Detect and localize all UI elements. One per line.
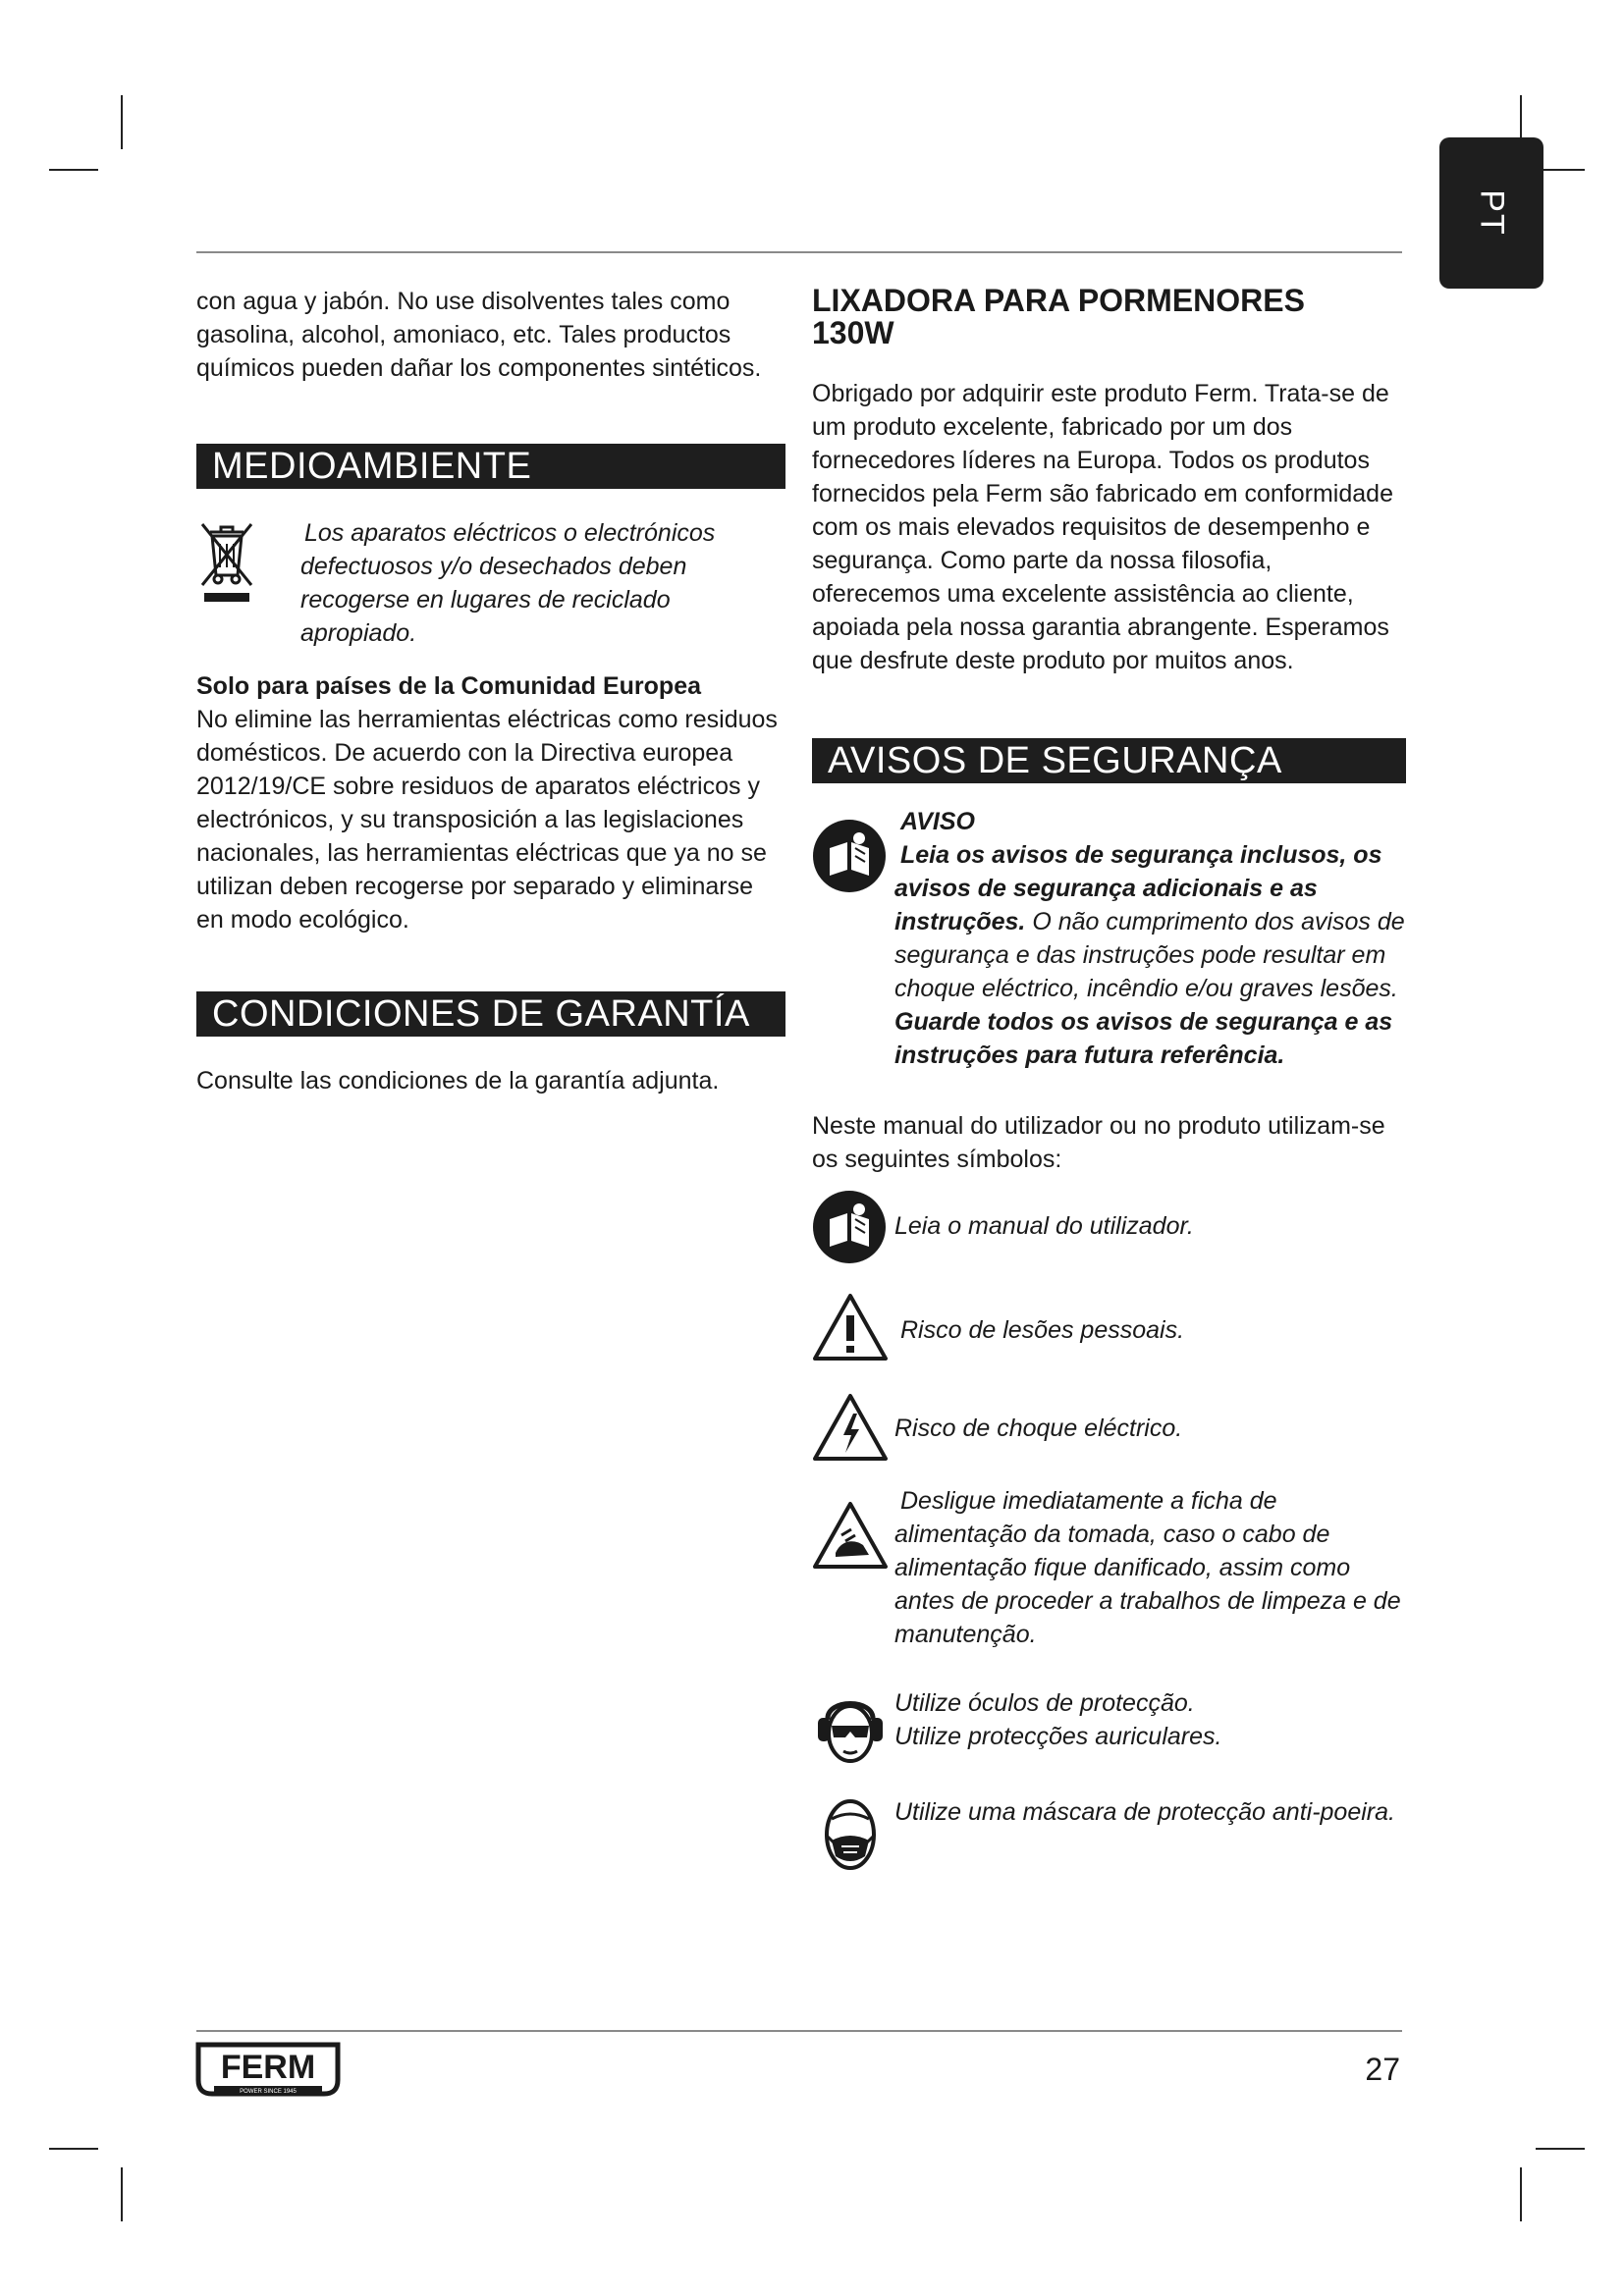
environment-heading: MEDIOAMBIENTE: [196, 444, 785, 489]
injury-warning-icon: [812, 1292, 894, 1367]
crop-mark: [49, 2148, 98, 2150]
language-tab-label: PT: [1473, 189, 1511, 237]
safety-heading: AVISOS DE SEGURANÇA: [812, 738, 1406, 783]
disposal-text: No elimine las herramientas eléctricas como residuos domésticos. De acuerdo con la Directiva europea 2012/19/CE sobre residuos de aparatos eléctricos y electrónicos, y su transposición a las legislaciones nacionales, las herramientas eléctricas que ya no se utilizan deben recogerse por separado y eliminarse en modo ecológico.: [196, 706, 778, 934]
right-column: [812, 285, 1406, 1879]
eye-ear-protection-icon: [812, 1686, 894, 1774]
symbol-text: Risco de choque eléctrico.: [894, 1415, 1183, 1442]
symbol-row: [812, 1686, 1406, 1774]
logo-text: FERM: [220, 2049, 316, 2086]
electric-shock-icon: [812, 1392, 894, 1468]
symbol-row: [812, 1292, 1406, 1370]
symbol-row: [812, 1795, 1406, 1879]
symbol-text: Risco de lesões pessoais.: [900, 1316, 1185, 1344]
warranty-text: Consulte las condiciones de la garantía adjunta.: [196, 1067, 720, 1095]
symbols-intro: Neste manual do utilizador ou no produto utilizam-se os seguintes símbolos:: [812, 1112, 1385, 1173]
ferm-logo: [194, 2041, 342, 2107]
product-title-line2: 130W: [812, 315, 894, 350]
symbol-text: Utilize protecções auriculares.: [894, 1723, 1222, 1750]
read-manual-icon: [812, 805, 894, 898]
warranty-heading: CONDICIONES DE GARANTÍA: [196, 991, 785, 1037]
warning-bold-2: Guarde todos os avisos de segurança e as instruções para futura referência.: [894, 1008, 1393, 1069]
symbol-row: [812, 1484, 1406, 1651]
warning-label: AVISO: [900, 808, 975, 835]
crop-mark: [1520, 2167, 1522, 2221]
weee-bin-icon: [196, 516, 300, 610]
crop-mark: [49, 169, 98, 171]
symbol-text: Utilize óculos de protecção.: [894, 1689, 1195, 1717]
warning-normal: O não cumprimento dos avisos de segurança e das instruções pode resultar em choque eléctrico, incêndio e/ou graves lesões.: [894, 908, 1405, 1002]
crop-mark: [121, 95, 123, 149]
symbol-text: Utilize uma máscara de protecção anti-poeira.: [894, 1798, 1395, 1826]
symbol-text-group: [894, 1686, 1221, 1753]
weee-row: [196, 516, 785, 650]
left-column: [196, 285, 785, 1097]
warning-text-block: [894, 805, 1406, 1072]
warning-text: [894, 838, 1406, 1072]
warning-block: [812, 805, 1406, 1072]
language-tab: [1439, 137, 1543, 289]
unplug-warning-icon: [812, 1484, 894, 1575]
crop-mark: [121, 2167, 123, 2221]
footer-rule: [196, 2030, 1402, 2032]
product-title-line1: LIXADORA PARA PORMENORES: [812, 283, 1305, 318]
page-number: 27: [1365, 2052, 1400, 2087]
header-rule: [196, 251, 1402, 253]
symbol-row: [812, 1190, 1406, 1270]
read-manual-icon: [812, 1190, 894, 1269]
cleaning-text: con agua y jabón. No use disolventes tales como gasolina, alcohol, amoniaco, etc. Tales productos químicos pueden dañar los componentes sintéticos.: [196, 288, 762, 382]
symbol-text: Leia o manual do utilizador.: [894, 1212, 1194, 1240]
eu-countries-subheading: Solo para países de la Comunidad Europea: [196, 672, 702, 700]
product-intro: Obrigado por adquirir este produto Ferm. Trata-se de um produto excelente, fabricado por um dos fornecedores líderes na Europa. Todos os produtos fornecidos pela Ferm são fabricado em conformidade com os mais elevados requisitos de desempenho e segurança. Como parte da nossa filosofia, oferecemos uma excelente assistência ao cliente, apoiada pela nossa garantia abrangente. Esperamos que desfrute deste produto por muitos anos.: [812, 380, 1393, 674]
logo-tagline: POWER SINCE 1945: [240, 2089, 297, 2095]
dust-mask-icon: [812, 1795, 894, 1879]
symbol-row: [812, 1392, 1406, 1470]
weee-text: Los aparatos eléctricos o electrónicos defectuosos y/o desechados deben recogerse en lugares de reciclado apropiado.: [300, 519, 716, 647]
symbol-text: Desligue imediatamente a ficha de alimentação da tomada, caso o cabo de alimentação fique danificado, assim como antes de proceder a trabalhos de limpeza e de manutenção.: [894, 1487, 1401, 1648]
warning-bold-1: Leia os avisos de segurança inclusos, os avisos de segurança adicionais e as instruções.: [894, 841, 1382, 935]
crop-mark: [1536, 2148, 1585, 2150]
